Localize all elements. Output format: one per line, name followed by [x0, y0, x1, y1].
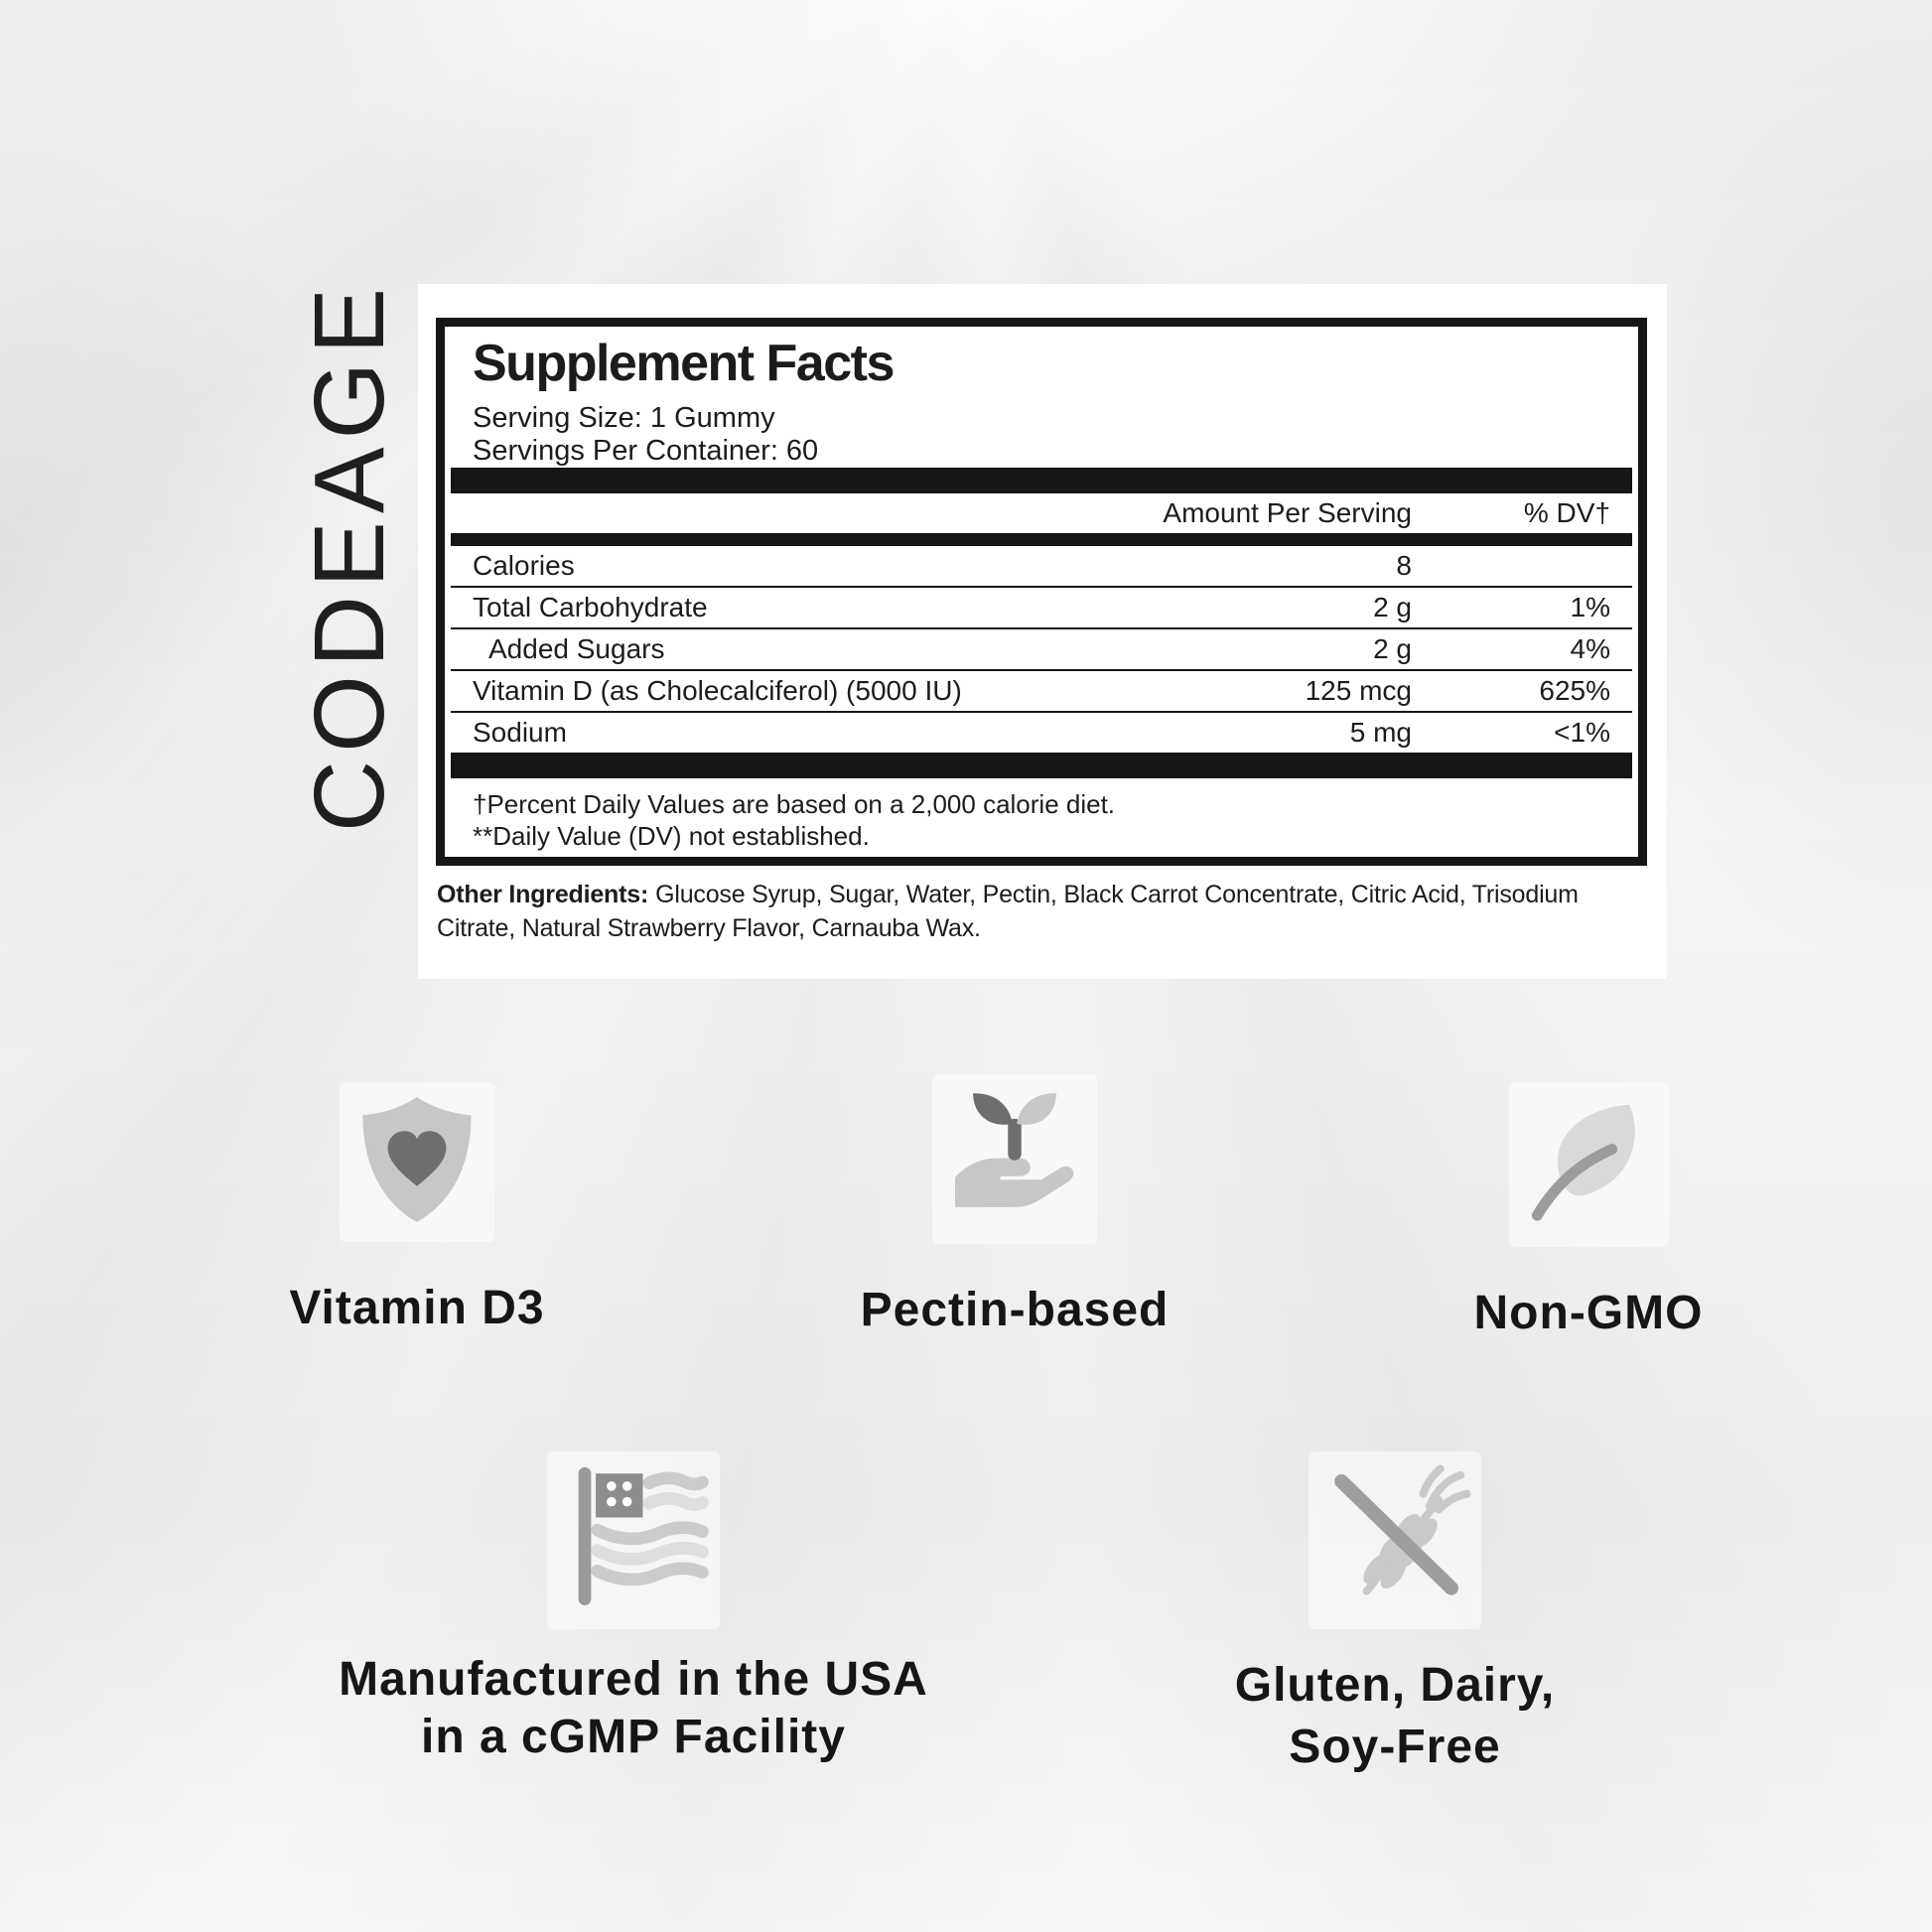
- feature-non-gmo: [1340, 1082, 1837, 1342]
- footnote-daily-values: †Percent Daily Values are based on a 2,000 calorie diet.: [473, 789, 1116, 819]
- other-ingredients-text: Glucose Syrup, Sugar, Water, Pectin, Black Carrot Concentrate, Citric Acid, Trisodium Citrate, Natural Strawberry Flavor, Carnauba Wax.: [437, 881, 1579, 942]
- table-row-sodium: [451, 713, 1632, 753]
- feature-label: Gluten, Dairy, Soy-Free: [1234, 1659, 1556, 1773]
- feature-label: Vitamin D3: [289, 1282, 545, 1334]
- nutrient-dv: 4%: [1570, 633, 1610, 664]
- plant-hand-icon: [932, 1074, 1097, 1244]
- usa-flag-icon: [547, 1451, 720, 1629]
- table-row-total-carbohydrate: [451, 588, 1632, 629]
- nutrient-name: Sodium: [473, 717, 567, 748]
- shield-heart-icon: [340, 1082, 494, 1242]
- feature-label: Manufactured in the USA in a cGMP Facility: [339, 1653, 928, 1763]
- nutrient-name: Calories: [473, 550, 575, 581]
- leaf-icon: [1509, 1082, 1669, 1247]
- feature-vitamin-d3: [169, 1082, 665, 1337]
- facts-title: Supplement Facts: [473, 335, 894, 392]
- nutrient-amount: 8: [1396, 550, 1412, 581]
- feature-label: Non-GMO: [1473, 1287, 1704, 1339]
- wheat-crossed-icon: [1309, 1451, 1481, 1629]
- other-ingredients: [437, 878, 1660, 945]
- divider-thick-top: [451, 468, 1632, 493]
- supplement-facts-box: [436, 318, 1647, 866]
- amount-per-serving-header: Amount Per Serving: [1163, 497, 1412, 528]
- feature-made-in-usa: [326, 1451, 941, 1766]
- table-row-vitamin-d: [451, 671, 1632, 713]
- footnote-dv-not-established: **Daily Value (DV) not established.: [473, 821, 870, 851]
- divider-medium: [451, 533, 1632, 546]
- feature-pectin-based: [766, 1074, 1263, 1339]
- nutrient-dv: 1%: [1570, 592, 1610, 622]
- nutrient-dv: 625%: [1539, 675, 1610, 706]
- nutrient-amount: 2 g: [1373, 633, 1412, 664]
- brand-logo: CODEAGE: [294, 279, 405, 833]
- table-row-added-sugars: [451, 629, 1632, 671]
- serving-size: Serving Size: 1 Gummy: [473, 402, 775, 434]
- feature-gluten-dairy-soy-free: [1181, 1451, 1608, 1778]
- nutrient-name: Total Carbohydrate: [473, 592, 708, 622]
- servings-per-container: Servings Per Container: 60: [473, 435, 819, 467]
- percent-dv-header: % DV†: [1523, 497, 1610, 528]
- nutrient-name: Added Sugars: [488, 633, 665, 664]
- other-ingredients-label: Other Ingredients:: [437, 881, 649, 908]
- nutrient-amount: 125 mcg: [1305, 675, 1412, 706]
- nutrient-amount: 2 g: [1373, 592, 1412, 622]
- divider-thick-bottom: [451, 753, 1632, 778]
- table-header-row: [451, 497, 1632, 529]
- nutrient-dv: <1%: [1554, 717, 1610, 748]
- nutrient-amount: 5 mg: [1349, 717, 1412, 748]
- feature-label: Pectin-based: [860, 1284, 1170, 1336]
- table-row-calories: [451, 546, 1632, 588]
- nutrient-name: Vitamin D (as Cholecalciferol) (5000 IU): [473, 675, 962, 706]
- supplement-label-panel: [418, 284, 1667, 979]
